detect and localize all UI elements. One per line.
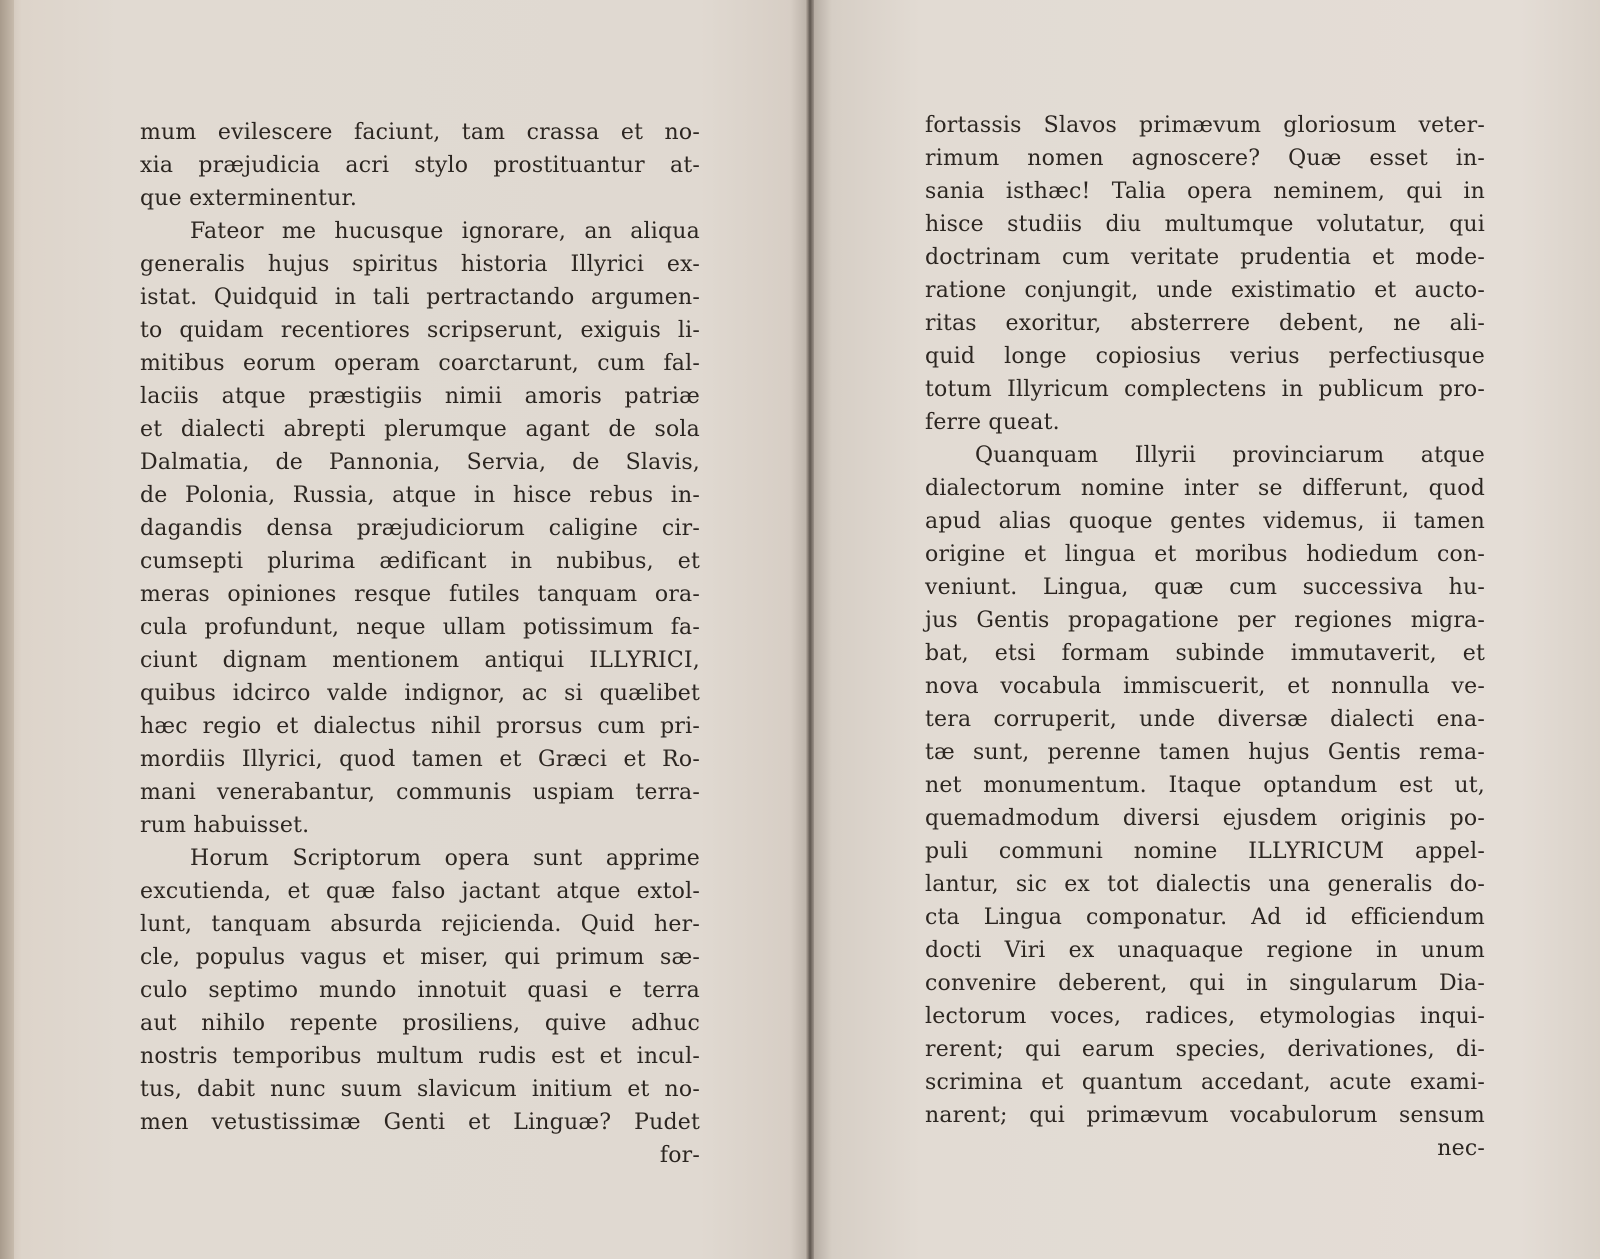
- text-line: excutienda, et quæ falso jactant atque extol-: [140, 879, 700, 904]
- text-line: docti Viri ex unaquaque regione in unum: [925, 938, 1485, 963]
- text-line: dagandis densa præjudiciorum caligine cir-: [140, 516, 700, 541]
- text-line: generalis hujus spiritus historia Illyrici ex-: [140, 252, 700, 277]
- text-line: ritas exoritur, absterrere debent, ne ali-: [925, 311, 1485, 336]
- text-line: mani venerabantur, communis uspiam terra-: [140, 780, 700, 805]
- text-line: sania isthæc! Talia opera neminem, qui in: [925, 179, 1485, 204]
- text-line: nostris temporibus multum rudis est et incul-: [140, 1044, 700, 1069]
- text-line: narent; qui primævum vocabulorum sensum: [925, 1103, 1485, 1128]
- text-line: doctrinam cum veritate prudentia et mode-: [925, 245, 1485, 270]
- text-line: apud alias quoque gentes videmus, ii tamen: [925, 509, 1485, 534]
- text-line: convenire deberent, qui in singularum Dia-: [925, 971, 1485, 996]
- text-line: hisce studiis diu multumque volutatur, qui: [925, 212, 1485, 237]
- text-line: istat. Quidquid in tali pertractando argumen-: [140, 285, 700, 310]
- text-line: quibus idcirco valde indignor, ac si quælibet: [140, 681, 700, 706]
- text-line: to quidam recentiores scripserunt, exiguis li-: [140, 318, 700, 343]
- text-line: scrimina et quantum accedant, acute exami-: [925, 1070, 1485, 1095]
- text-line: Horum Scriptorum opera sunt apprime: [190, 846, 700, 871]
- text-line: de Polonia, Russia, atque in hisce rebus in-: [140, 483, 700, 508]
- text-line: ferre queat.: [925, 410, 1060, 435]
- text-line: culo septimo mundo innotuit quasi e terra: [140, 978, 700, 1003]
- text-line: tæ sunt, perenne tamen hujus Gentis rema-: [925, 740, 1485, 765]
- text-line: hæc regio et dialectus nihil prorsus cum pri-: [140, 714, 700, 739]
- text-line: mordiis Illyrici, quod tamen et Græci et Ro-: [140, 747, 700, 772]
- text-line: cta Lingua componatur. Ad id efficiendum: [925, 905, 1485, 930]
- book-gutter: [806, 0, 814, 1259]
- text-line: xia præjudicia acri stylo prostituantur at-: [140, 153, 700, 178]
- text-line: ciunt dignam mentionem antiqui ILLYRICI,: [140, 648, 700, 673]
- text-line: dialectorum nomine inter se differunt, quod: [925, 476, 1485, 501]
- text-line: Dalmatia, de Pannonia, Servia, de Slavis,: [140, 450, 700, 475]
- text-line: cumsepti plurima ædificant in nubibus, et: [140, 549, 700, 574]
- text-line: cula profundunt, neque ullam potissimum fa-: [140, 615, 700, 640]
- text-line: tus, dabit nunc suum slavicum initium et no-: [140, 1077, 700, 1102]
- text-line: mitibus eorum operam coarctarunt, cum fal-: [140, 351, 700, 376]
- text-line: rerent; qui earum species, derivationes, di-: [925, 1037, 1485, 1062]
- text-line: quid longe copiosius verius perfectiusque: [925, 344, 1485, 369]
- text-line: lantur, sic ex tot dialectis una generalis do-: [925, 872, 1485, 897]
- text-line: totum Illyricum complectens in publicum pro-: [925, 377, 1485, 402]
- left-page: [140, 0, 700, 1259]
- text-line: bat, etsi formam subinde immutaverit, et: [925, 641, 1485, 666]
- text-line: ratione conjungit, unde existimatio et aucto-: [925, 278, 1485, 303]
- text-line: jus Gentis propagatione per regiones migra-: [925, 608, 1485, 633]
- text-line: que exterminentur.: [140, 186, 358, 211]
- catchword: nec-: [1437, 1136, 1485, 1161]
- text-line: puli communi nomine ILLYRICUM appel-: [925, 839, 1485, 864]
- catchword: for-: [659, 1143, 700, 1168]
- text-line: men vetustissimæ Genti et Linguæ? Pudet: [140, 1110, 700, 1135]
- text-line: origine et lingua et moribus hodiedum con-: [925, 542, 1485, 567]
- text-line: lectorum voces, radices, etymologias inqui-: [925, 1004, 1485, 1029]
- text-line: lunt, tanquam absurda rejicienda. Quid her-: [140, 912, 700, 937]
- text-line: et dialecti abrepti plerumque agant de sola: [140, 417, 700, 442]
- text-line: fortassis Slavos primævum gloriosum veter-: [925, 113, 1485, 138]
- text-line: cle, populus vagus et miser, qui primum sæ-: [140, 945, 700, 970]
- text-line: tera corruperit, unde diversæ dialecti ena-: [925, 707, 1485, 732]
- text-line: nova vocabula immiscuerit, et nonnulla ve-: [925, 674, 1485, 699]
- text-line: rum habuisset.: [140, 813, 310, 838]
- text-line: aut nihilo repente prosiliens, quive adhuc: [140, 1011, 700, 1036]
- right-page: [925, 0, 1485, 1259]
- text-line: meras opiniones resque futiles tanquam ora-: [140, 582, 700, 607]
- text-line: net monumentum. Itaque optandum est ut,: [925, 773, 1485, 798]
- text-line: quemadmodum diversi ejusdem originis po-: [925, 806, 1485, 831]
- page-edge: [0, 0, 14, 1259]
- text-line: laciis atque præstigiis nimii amoris patriæ: [140, 384, 700, 409]
- text-line: Quanquam Illyrii provinciarum atque: [975, 443, 1485, 468]
- text-line: rimum nomen agnoscere? Quæ esset in-: [925, 146, 1485, 171]
- text-line: Fateor me hucusque ignorare, an aliqua: [190, 219, 700, 244]
- text-line: mum evilescere faciunt, tam crassa et no-: [140, 120, 700, 145]
- text-line: veniunt. Lingua, quæ cum successiva hu-: [925, 575, 1485, 600]
